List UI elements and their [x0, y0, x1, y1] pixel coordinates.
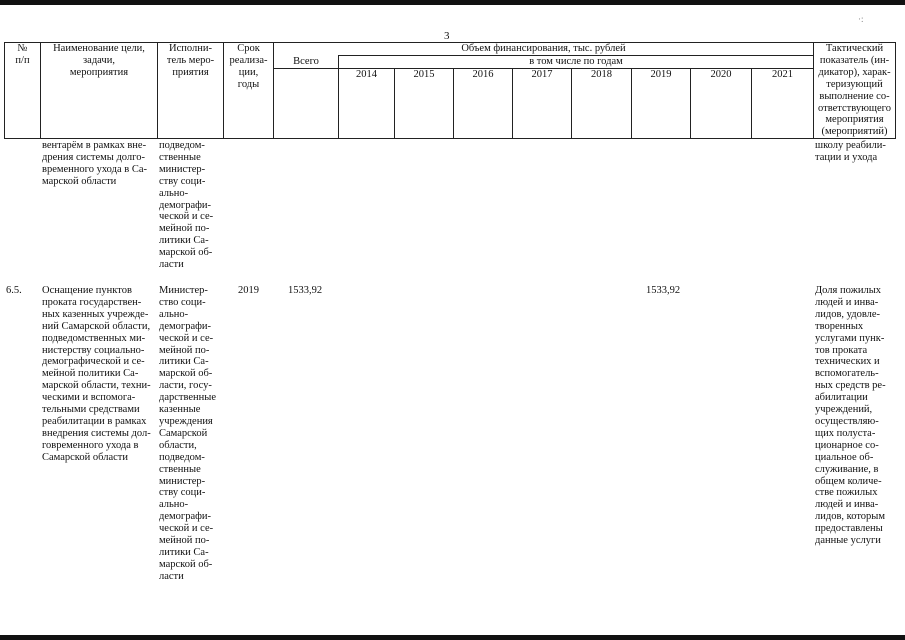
header-finance: Объем финансирования, тыс. рублей: [461, 43, 626, 54]
header-year: 2016: [472, 69, 494, 80]
row-indicator: Доля пожилых людей и инва- лидов, удовле- творенных услугами пунк- тов проката технических и вспомогатель- ных средств ре- абилитации учреждений, осуществляю- щих полуста- ционарное со- циальное об- служивание, в общем количе- стве пожилых людей и инва- лидов, которым предоставлены данные услуги: [815, 285, 886, 547]
row-executor: Министер- ство соци- ально- демографи- ческой и се- мейной по- литики Са- марской об- ласти, госу- дарственные казенные учреждения Самарской области, подведом- ственные министер- ству соци- ально- демографи- ческой и се- мейной по- литики Са- марской об- ласти: [159, 285, 217, 582]
row-year-2019: 1533,92: [646, 285, 681, 296]
header-name: Наименование цели, задачи, мероприятия: [53, 43, 145, 78]
header-executor: Исполни- тель меро- приятия: [166, 43, 215, 78]
row-executor: подведом- ственные министер- ству соци- ально- демографи- ческой и се- мейной по- литики Са- марской об- ласти: [159, 140, 214, 271]
header-indicator: Тактический показатель (ин- дикатор), харак- теризующий выполнение со- ответствующего мероприятия (мероприятий): [818, 43, 891, 138]
row-indicator: школу реабили- тации и ухода: [815, 140, 886, 163]
header-total: Всего: [293, 56, 319, 67]
row-total: 1533,92: [288, 285, 323, 296]
header-year: 2020: [710, 69, 732, 80]
header-year: 2017: [531, 69, 553, 80]
header-year: 2015: [413, 69, 435, 80]
corner-mark: ·:: [858, 14, 864, 24]
header-year: 2021: [772, 69, 793, 80]
header-year: 2014: [356, 69, 377, 80]
row-name: вентарём в рамках вне- дрения системы долго- временного ухода в Са- марской области: [42, 140, 147, 187]
row-term: 2019: [238, 285, 259, 296]
header-year: 2018: [591, 69, 612, 80]
header-term: Срок реализа- ции, годы: [229, 43, 268, 90]
bottom-border: [0, 635, 905, 640]
page-number: 3: [444, 30, 450, 42]
header-by-years: в том числе по годам: [529, 56, 623, 67]
row-number: 6.5.: [6, 285, 22, 296]
header-number: № п/п: [15, 43, 30, 66]
row-name: Оснащение пунктов проката государствен- ных казенных учрежде- ний Самарской области, подведомственных ми- нистерству социально- демографической и се- мейной политики Са- марской области, техни- ческими и вспомога- тельными средствами реабилитации в рамках внедрения системы дол- говременного ухода в Самарской области: [42, 285, 151, 463]
top-border: [0, 0, 905, 5]
header-year: 2019: [650, 69, 672, 80]
